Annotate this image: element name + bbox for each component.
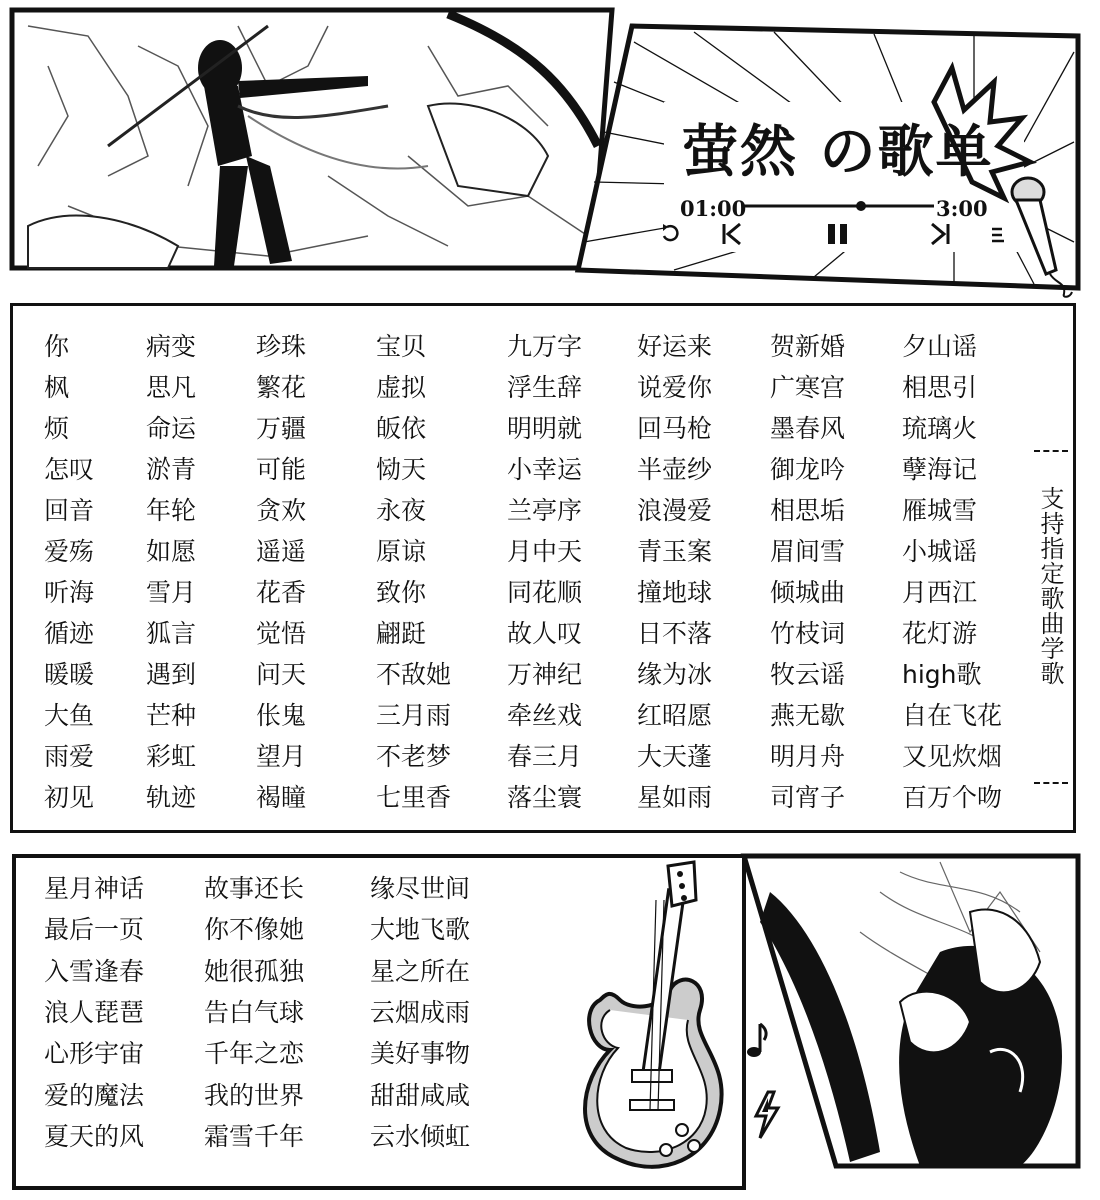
song-item[interactable]: 回音 (44, 496, 95, 525)
song-item[interactable]: 彩虹 (146, 742, 197, 771)
song-item[interactable]: 司宵子 (770, 783, 846, 812)
song-item[interactable]: 枫 (44, 373, 70, 402)
song-item[interactable]: 相思引 (902, 373, 978, 402)
song-item[interactable]: 告白气球 (204, 997, 305, 1027)
song-item[interactable]: 贺新婚 (770, 332, 846, 361)
page-title: 萤然 の歌单 (682, 119, 994, 185)
side-note-text: 支持指定歌曲学歌 (1036, 486, 1064, 686)
song-item[interactable]: 命运 (146, 414, 197, 443)
song-item[interactable]: 万疆 (256, 414, 307, 443)
song-item[interactable]: 循迹 (44, 619, 95, 648)
song-item[interactable]: 云烟成雨 (370, 997, 471, 1027)
song-item[interactable]: 她很孤独 (204, 956, 305, 986)
song-item[interactable]: 说爱你 (637, 373, 713, 402)
song-item[interactable]: 你不像她 (204, 915, 305, 945)
pause-icon[interactable] (826, 222, 850, 246)
song-item[interactable]: 回马枪 (637, 414, 713, 443)
song-item[interactable]: 永夜 (376, 496, 427, 525)
song-item[interactable]: 霜雪千年 (204, 1121, 305, 1151)
song-item[interactable]: 竹枝词 (770, 619, 846, 648)
song-item[interactable]: 同花顺 (507, 578, 583, 607)
song-item[interactable]: 大地飞歌 (370, 915, 471, 945)
song-item[interactable]: 千年之恋 (204, 1039, 305, 1069)
song-item[interactable]: 星如雨 (637, 783, 713, 812)
song-item[interactable]: 爱的魔法 (44, 1080, 145, 1110)
song-item[interactable]: 芒种 (146, 701, 197, 730)
song-item[interactable]: 红昭愿 (637, 701, 713, 730)
song-item[interactable]: 夕山谣 (902, 332, 978, 361)
song-item[interactable]: 你 (44, 332, 70, 361)
song-item[interactable]: 浪漫爱 (637, 496, 713, 525)
song-item[interactable]: 初见 (44, 783, 95, 812)
song-item[interactable]: 眉间雪 (770, 537, 846, 566)
song-item[interactable]: 狐言 (146, 619, 197, 648)
song-item[interactable]: 小幸运 (507, 455, 583, 484)
song-item[interactable]: 年轮 (146, 496, 197, 525)
song-item[interactable]: 御龙吟 (770, 455, 846, 484)
microphone-icon (1000, 170, 1080, 300)
song-item[interactable]: 遇到 (146, 660, 197, 689)
song-item[interactable]: 繁花 (256, 373, 307, 402)
song-item[interactable]: 烦 (44, 414, 70, 443)
song-item[interactable]: 雁城雪 (902, 496, 978, 525)
song-item[interactable]: 不敌她 (376, 660, 452, 689)
song-item[interactable]: 小城谣 (902, 537, 978, 566)
song-item[interactable]: 花香 (256, 578, 307, 607)
progress-knob[interactable] (856, 201, 866, 211)
song-item[interactable]: 撞地球 (637, 578, 713, 607)
total-time: 3:00 (936, 196, 988, 221)
song-item[interactable]: 云水倾虹 (370, 1121, 471, 1151)
current-time: 01:00 (680, 196, 747, 221)
song-item[interactable]: 如愿 (146, 537, 197, 566)
song-item[interactable]: 觉悟 (256, 619, 307, 648)
electric-guitar-icon (570, 860, 740, 1180)
song-item[interactable]: 倾城曲 (770, 578, 846, 607)
song-item[interactable]: 月西江 (902, 578, 978, 607)
song-item[interactable]: 日不落 (637, 619, 713, 648)
song-item[interactable]: 淤青 (146, 455, 197, 484)
song-item[interactable]: 星月神话 (44, 874, 145, 903)
song-item[interactable]: 虚拟 (376, 373, 427, 402)
song-item[interactable]: 遥遥 (256, 537, 307, 566)
song-item[interactable]: 相思垢 (770, 496, 846, 525)
song-item[interactable]: 大天蓬 (637, 742, 713, 771)
song-item[interactable]: 半壶纱 (637, 455, 713, 484)
song-item[interactable]: 暖暖 (44, 660, 95, 689)
song-item[interactable]: 翩跹 (376, 619, 427, 648)
song-item[interactable]: 可能 (256, 455, 307, 484)
song-item[interactable]: 琉璃火 (902, 414, 978, 443)
song-item[interactable]: 故人叹 (507, 619, 583, 648)
song-item[interactable]: 缘为冰 (637, 660, 713, 689)
song-item[interactable]: 夏天的风 (44, 1121, 145, 1151)
song-item[interactable]: 好运来 (637, 332, 713, 361)
song-item[interactable]: 望月 (256, 742, 307, 771)
song-item[interactable]: 皈依 (376, 414, 427, 443)
side-note (1034, 450, 1068, 784)
progress-bar[interactable] (742, 200, 934, 212)
song-item[interactable]: 孽海记 (902, 455, 978, 484)
song-item[interactable]: 褐瞳 (256, 783, 307, 812)
song-item[interactable]: 七里香 (376, 783, 452, 812)
song-item[interactable]: 贪欢 (256, 496, 307, 525)
bottom-right-manga-panel (740, 852, 1084, 1172)
previous-icon[interactable] (720, 222, 744, 246)
song-item[interactable]: 兰亭序 (507, 496, 583, 525)
song-item[interactable]: 春三月 (507, 742, 583, 771)
song-item[interactable]: 入雪逢春 (44, 956, 145, 986)
song-item[interactable]: 牧云谣 (770, 660, 846, 689)
song-item[interactable]: 青玉案 (637, 537, 713, 566)
song-item[interactable]: 故事还长 (204, 874, 305, 903)
song-item[interactable]: 万神纪 (507, 660, 583, 689)
song-item[interactable]: 珍珠 (256, 332, 307, 361)
song-item[interactable]: 病变 (146, 332, 197, 361)
song-item[interactable]: 九万字 (507, 332, 583, 361)
song-item[interactable]: 缘尽世间 (370, 874, 471, 903)
song-item[interactable]: 原谅 (376, 537, 427, 566)
song-item[interactable]: 致你 (376, 578, 427, 607)
song-item[interactable]: 浪人琵琶 (44, 997, 145, 1027)
song-item[interactable]: 大鱼 (44, 701, 95, 730)
song-item[interactable]: 问天 (256, 660, 307, 689)
next-icon[interactable] (928, 222, 952, 246)
song-item[interactable]: 又见炊烟 (902, 742, 1003, 771)
song-item[interactable]: 明明就 (507, 414, 583, 443)
song-item[interactable]: 百万个吻 (902, 783, 1003, 812)
song-item[interactable]: 轨迹 (146, 783, 197, 812)
song-item[interactable]: 牵丝戏 (507, 701, 583, 730)
song-item[interactable]: 怎叹 (44, 455, 95, 484)
song-item[interactable]: 恸天 (376, 455, 427, 484)
song-item[interactable]: 爱殇 (44, 537, 95, 566)
song-item[interactable]: 雨爱 (44, 742, 95, 771)
song-item[interactable]: 星之所在 (370, 956, 471, 986)
song-item[interactable]: 花灯游 (902, 619, 978, 648)
song-item[interactable]: 明月舟 (770, 742, 846, 771)
song-item[interactable]: 浮生辞 (507, 373, 583, 402)
song-item[interactable]: 落尘寰 (507, 783, 583, 812)
song-item[interactable]: 思凡 (146, 373, 197, 402)
song-item[interactable]: high歌 (902, 660, 982, 689)
repeat-icon[interactable] (660, 222, 682, 242)
song-item[interactable]: 美好事物 (370, 1039, 471, 1069)
song-item[interactable]: 伥鬼 (256, 701, 307, 730)
song-item[interactable]: 燕无歇 (770, 701, 846, 730)
song-item[interactable]: 广寒宫 (770, 373, 846, 402)
song-item[interactable]: 月中天 (507, 537, 583, 566)
song-item[interactable]: 心形宇宙 (44, 1039, 145, 1069)
song-item[interactable]: 墨春风 (770, 414, 846, 443)
song-item[interactable]: 雪月 (146, 578, 197, 607)
song-item[interactable]: 宝贝 (376, 332, 427, 361)
song-item[interactable]: 我的世界 (204, 1080, 305, 1110)
song-item[interactable]: 最后一页 (44, 915, 145, 945)
top-left-manga-panel (8, 6, 618, 272)
song-item[interactable]: 听海 (44, 578, 95, 607)
song-item[interactable]: 三月雨 (376, 701, 452, 730)
song-item[interactable]: 甜甜咸咸 (370, 1080, 471, 1110)
song-item[interactable]: 不老梦 (376, 742, 452, 771)
song-item[interactable]: 自在飞花 (902, 701, 1003, 730)
